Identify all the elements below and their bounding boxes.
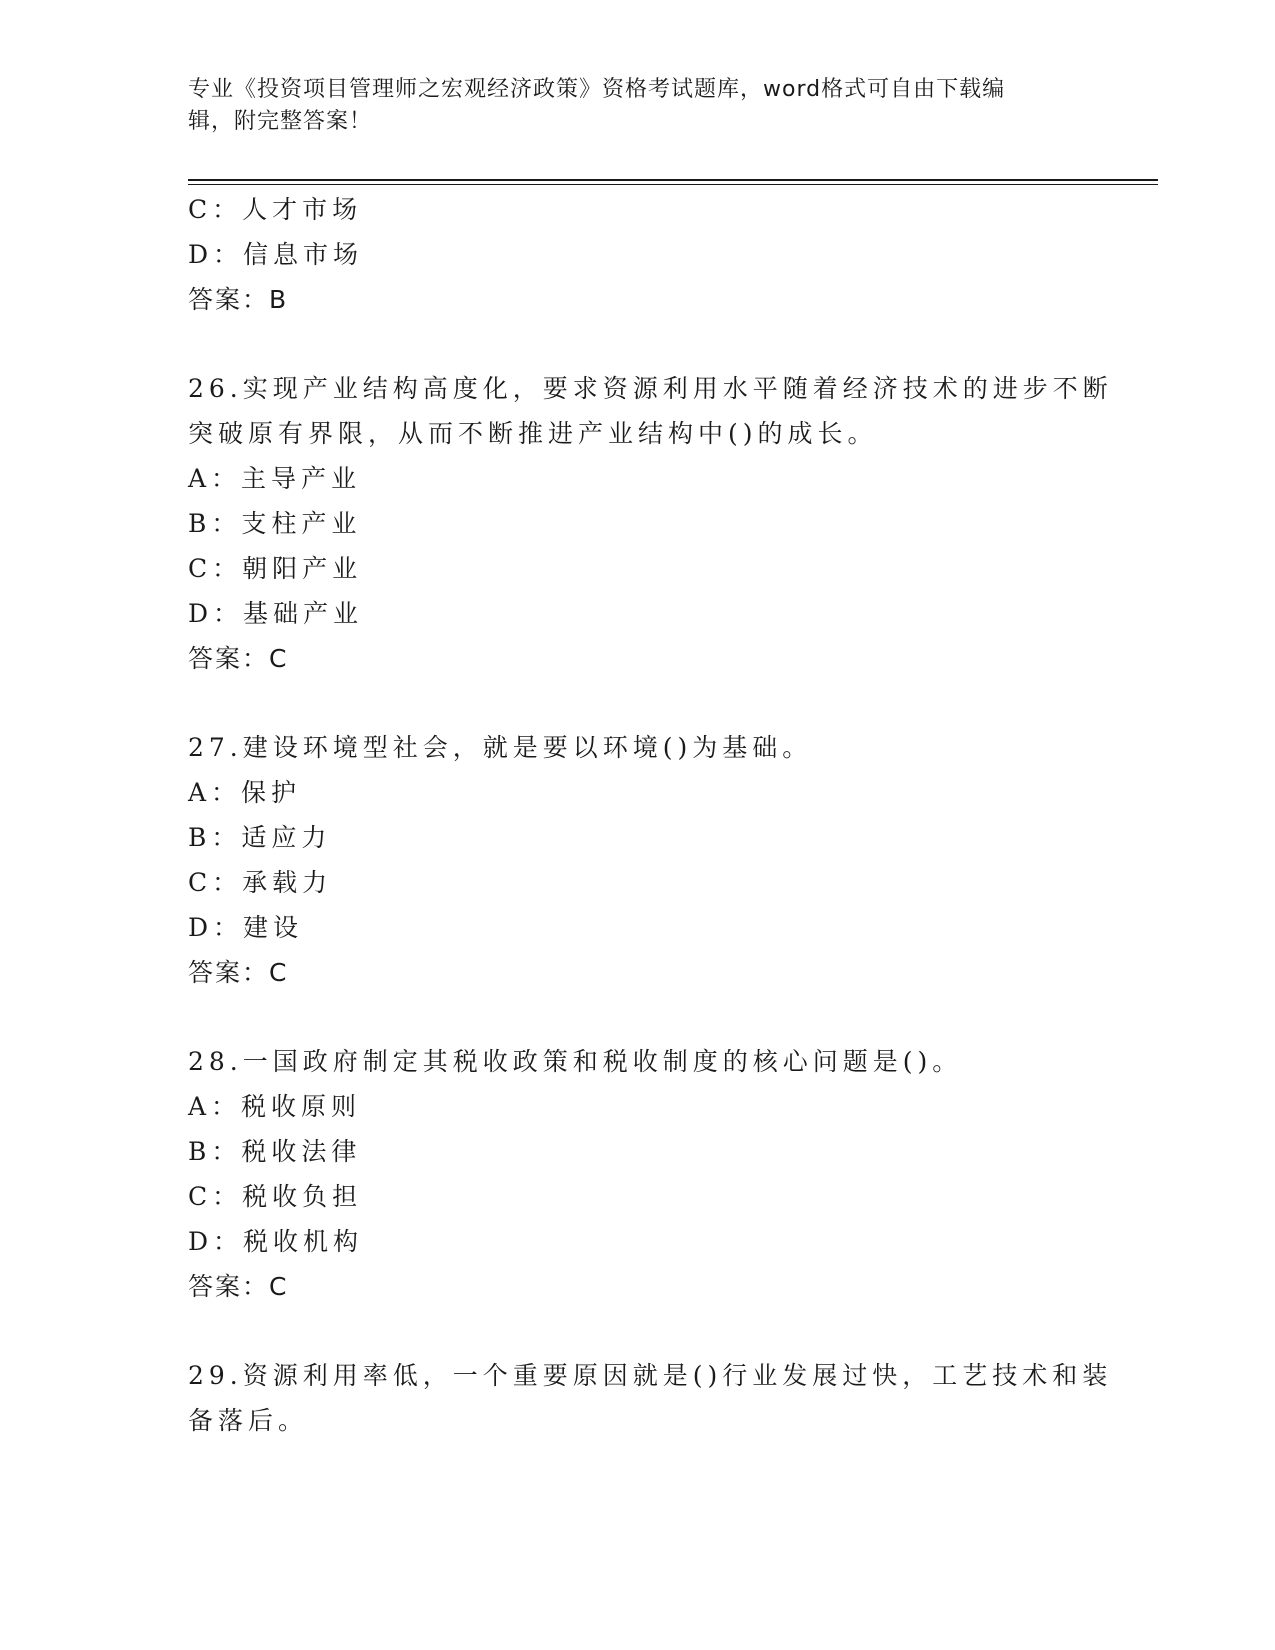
- q28-option-c: C：税收负担: [188, 1182, 363, 1211]
- q27-option-c: C：承载力: [188, 868, 333, 897]
- header-divider-thick: [188, 179, 1158, 181]
- q29-stem-line-1: 29.资源利用率低，一个重要原因就是()行业发展过快，工艺技术和装: [188, 1361, 1113, 1390]
- q26-option-a: A：主导产业: [188, 464, 362, 493]
- q26-stem-line-2: 突破原有界限，从而不断推进产业结构中()的成长。: [188, 419, 878, 448]
- header-line-2: 辑，附完整答案！: [188, 109, 373, 134]
- q25-option-d: D：信息市场: [188, 240, 364, 269]
- q25-option-c: C：人才市场: [188, 195, 363, 224]
- q28-option-d: D：税收机构: [188, 1227, 364, 1256]
- q26-stem-line-1: 26.实现产业结构高度化，要求资源利用水平随着经济技术的进步不断: [188, 374, 1113, 403]
- q27-option-a: A：保护: [188, 778, 302, 807]
- q27-option-d: D：建设: [188, 913, 304, 942]
- q28-stem-line-1: 28.一国政府制定其税收政策和税收制度的核心问题是()。: [188, 1047, 963, 1076]
- q25-answer: 答案：B: [188, 285, 289, 314]
- q28-answer: 答案：C: [188, 1272, 289, 1301]
- header-divider-thin: [188, 184, 1158, 185]
- q26-option-b: B：支柱产业: [188, 509, 362, 538]
- q27-option-b: B：适应力: [188, 823, 332, 852]
- q26-option-c: C：朝阳产业: [188, 554, 363, 583]
- q29-stem-line-2: 备落后。: [188, 1406, 309, 1435]
- q27-answer: 答案：C: [188, 958, 289, 987]
- document-header: [188, 74, 1088, 138]
- q28-option-b: B：税收法律: [188, 1137, 362, 1166]
- q27-stem-line-1: 27.建设环境型社会，就是要以环境()为基础。: [188, 733, 813, 762]
- header-line-1: 专业《投资项目管理师之宏观经济政策》资格考试题库，word格式可自由下载编: [188, 77, 1006, 102]
- q28-option-a: A：税收原则: [188, 1092, 362, 1121]
- q26-option-d: D：基础产业: [188, 599, 364, 628]
- q26-answer: 答案：C: [188, 644, 289, 673]
